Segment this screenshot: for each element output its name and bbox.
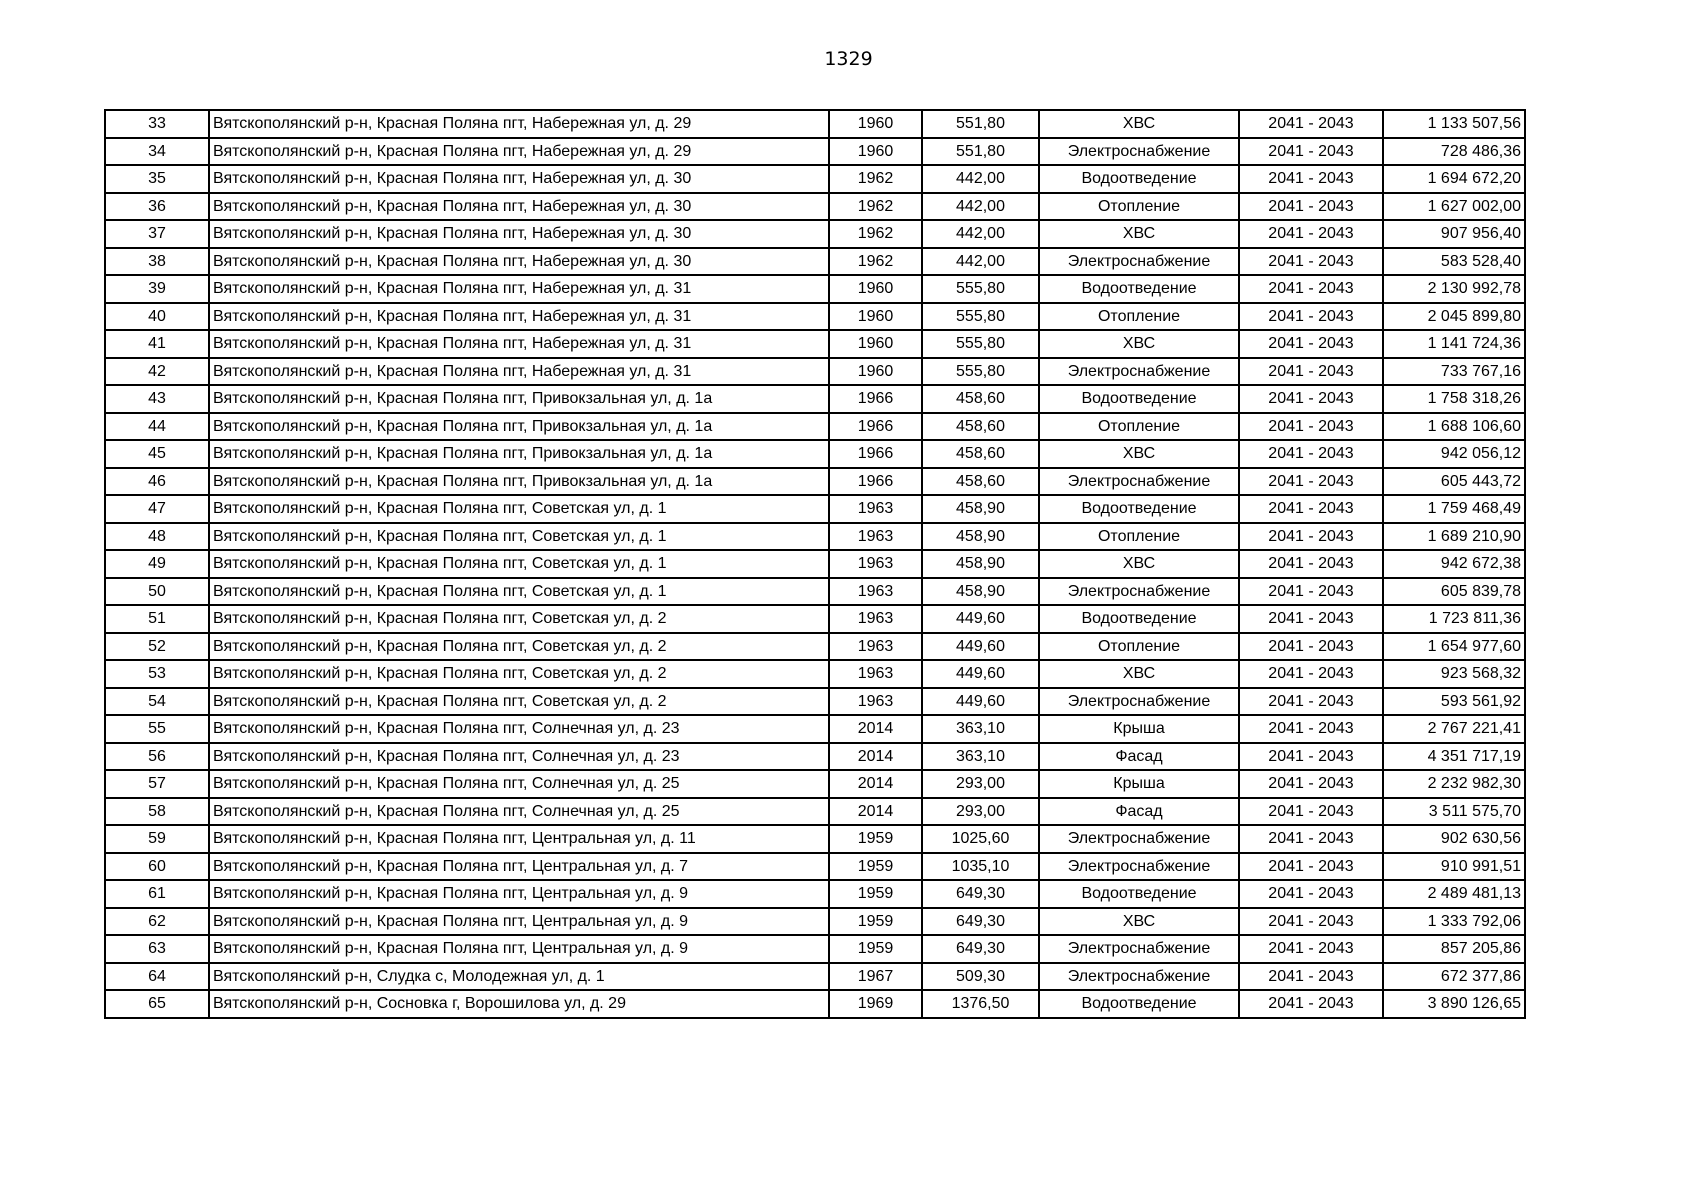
work-type-cell: Электроснабжение [1039,248,1239,276]
table-row [105,798,1525,826]
cost-cell: 1 689 210,90 [1383,523,1525,551]
year-cell: 1962 [829,165,922,193]
area-cell: 293,00 [922,770,1039,798]
period-cell: 2041 - 2043 [1239,303,1383,331]
cost-cell: 910 991,51 [1383,853,1525,881]
year-cell: 1960 [829,330,922,358]
cost-cell: 1 758 318,26 [1383,385,1525,413]
address-cell: Вятскополянский р-н, Красная Поляна пгт, Советская ул, д. 1 [209,523,829,551]
period-cell: 2041 - 2043 [1239,110,1383,138]
work-type-cell: Водоотведение [1039,165,1239,193]
cost-cell: 902 630,56 [1383,825,1525,853]
cost-cell: 1 627 002,00 [1383,193,1525,221]
cost-cell: 1 688 106,60 [1383,413,1525,441]
area-cell: 442,00 [922,220,1039,248]
period-cell: 2041 - 2043 [1239,963,1383,991]
address-cell: Вятскополянский р-н, Красная Поляна пгт, Набережная ул, д. 31 [209,275,829,303]
year-cell: 2014 [829,798,922,826]
row-number-cell: 47 [105,495,209,523]
period-cell: 2041 - 2043 [1239,220,1383,248]
work-type-cell: Отопление [1039,303,1239,331]
year-cell: 1963 [829,550,922,578]
work-type-cell: Электроснабжение [1039,138,1239,166]
address-cell: Вятскополянский р-н, Красная Поляна пгт, Набережная ул, д. 31 [209,303,829,331]
work-type-cell: ХВС [1039,220,1239,248]
area-cell: 1035,10 [922,853,1039,881]
address-cell: Вятскополянский р-н, Красная Поляна пгт, Центральная ул, д. 9 [209,908,829,936]
address-cell: Вятскополянский р-н, Красная Поляна пгт, Советская ул, д. 1 [209,495,829,523]
cost-cell: 1 694 672,20 [1383,165,1525,193]
year-cell: 1959 [829,908,922,936]
cost-cell: 1 141 724,36 [1383,330,1525,358]
table-row [105,935,1525,963]
work-type-cell: Водоотведение [1039,990,1239,1018]
row-number-cell: 48 [105,523,209,551]
row-number-cell: 40 [105,303,209,331]
row-number-cell: 37 [105,220,209,248]
area-cell: 555,80 [922,358,1039,386]
work-type-cell: Крыша [1039,715,1239,743]
area-cell: 363,10 [922,743,1039,771]
table-row [105,165,1525,193]
address-cell: Вятскополянский р-н, Красная Поляна пгт, Центральная ул, д. 9 [209,935,829,963]
table-row [105,990,1525,1018]
year-cell: 1963 [829,605,922,633]
cost-cell: 672 377,86 [1383,963,1525,991]
area-cell: 458,60 [922,413,1039,441]
year-cell: 2014 [829,715,922,743]
row-number-cell: 38 [105,248,209,276]
year-cell: 2014 [829,770,922,798]
year-cell: 1960 [829,138,922,166]
area-cell: 449,60 [922,688,1039,716]
address-cell: Вятскополянский р-н, Красная Поляна пгт, Набережная ул, д. 31 [209,358,829,386]
year-cell: 1966 [829,413,922,441]
row-number-cell: 35 [105,165,209,193]
row-number-cell: 56 [105,743,209,771]
period-cell: 2041 - 2043 [1239,660,1383,688]
area-cell: 458,60 [922,440,1039,468]
year-cell: 1962 [829,193,922,221]
area-cell: 458,90 [922,578,1039,606]
address-cell: Вятскополянский р-н, Красная Поляна пгт, Центральная ул, д. 9 [209,880,829,908]
period-cell: 2041 - 2043 [1239,330,1383,358]
address-cell: Вятскополянский р-н, Красная Поляна пгт, Привокзальная ул, д. 1а [209,413,829,441]
address-cell: Вятскополянский р-н, Красная Поляна пгт, Набережная ул, д. 29 [209,138,829,166]
area-cell: 649,30 [922,935,1039,963]
cost-cell: 4 351 717,19 [1383,743,1525,771]
table-row [105,908,1525,936]
area-cell: 449,60 [922,660,1039,688]
period-cell: 2041 - 2043 [1239,468,1383,496]
row-number-cell: 39 [105,275,209,303]
area-cell: 555,80 [922,330,1039,358]
year-cell: 1960 [829,275,922,303]
work-type-cell: Крыша [1039,770,1239,798]
work-type-cell: Водоотведение [1039,880,1239,908]
row-number-cell: 63 [105,935,209,963]
table-row [105,605,1525,633]
page-number: 1329 [824,48,873,70]
row-number-cell: 61 [105,880,209,908]
cost-cell: 942 056,12 [1383,440,1525,468]
cost-cell: 907 956,40 [1383,220,1525,248]
period-cell: 2041 - 2043 [1239,908,1383,936]
work-type-cell: Электроснабжение [1039,853,1239,881]
row-number-cell: 52 [105,633,209,661]
period-cell: 2041 - 2043 [1239,633,1383,661]
table-row [105,303,1525,331]
address-cell: Вятскополянский р-н, Красная Поляна пгт, Центральная ул, д. 7 [209,853,829,881]
area-cell: 442,00 [922,248,1039,276]
table-row [105,825,1525,853]
row-number-cell: 55 [105,715,209,743]
work-type-cell: Электроснабжение [1039,578,1239,606]
area-cell: 555,80 [922,303,1039,331]
cost-cell: 923 568,32 [1383,660,1525,688]
row-number-cell: 60 [105,853,209,881]
period-cell: 2041 - 2043 [1239,358,1383,386]
area-cell: 649,30 [922,880,1039,908]
work-type-cell: Электроснабжение [1039,935,1239,963]
cost-cell: 2 489 481,13 [1383,880,1525,908]
area-cell: 458,60 [922,468,1039,496]
year-cell: 1960 [829,303,922,331]
area-cell: 1025,60 [922,825,1039,853]
work-type-cell: Отопление [1039,633,1239,661]
work-type-cell: Отопление [1039,193,1239,221]
row-number-cell: 49 [105,550,209,578]
period-cell: 2041 - 2043 [1239,138,1383,166]
row-number-cell: 57 [105,770,209,798]
row-number-cell: 53 [105,660,209,688]
row-number-cell: 65 [105,990,209,1018]
period-cell: 2041 - 2043 [1239,935,1383,963]
address-cell: Вятскополянский р-н, Красная Поляна пгт, Набережная ул, д. 31 [209,330,829,358]
table-row [105,715,1525,743]
year-cell: 1963 [829,495,922,523]
cost-cell: 2 767 221,41 [1383,715,1525,743]
period-cell: 2041 - 2043 [1239,743,1383,771]
cost-cell: 593 561,92 [1383,688,1525,716]
address-cell: Вятскополянский р-н, Красная Поляна пгт, Солнечная ул, д. 23 [209,715,829,743]
row-number-cell: 64 [105,963,209,991]
year-cell: 1966 [829,468,922,496]
address-cell: Вятскополянский р-н, Красная Поляна пгт, Набережная ул, д. 30 [209,193,829,221]
work-type-cell: ХВС [1039,440,1239,468]
area-cell: 442,00 [922,165,1039,193]
period-cell: 2041 - 2043 [1239,578,1383,606]
period-cell: 2041 - 2043 [1239,523,1383,551]
period-cell: 2041 - 2043 [1239,193,1383,221]
row-number-cell: 33 [105,110,209,138]
row-number-cell: 46 [105,468,209,496]
address-cell: Вятскополянский р-н, Красная Поляна пгт, Набережная ул, д. 30 [209,248,829,276]
period-cell: 2041 - 2043 [1239,385,1383,413]
period-cell: 2041 - 2043 [1239,248,1383,276]
work-type-cell: Электроснабжение [1039,825,1239,853]
cost-cell: 733 767,16 [1383,358,1525,386]
area-cell: 458,60 [922,385,1039,413]
table-row [105,963,1525,991]
row-number-cell: 41 [105,330,209,358]
table-row [105,468,1525,496]
work-type-cell: Водоотведение [1039,385,1239,413]
cost-cell: 583 528,40 [1383,248,1525,276]
row-number-cell: 58 [105,798,209,826]
work-type-cell: Водоотведение [1039,495,1239,523]
area-cell: 649,30 [922,908,1039,936]
address-cell: Вятскополянский р-н, Сосновка г, Ворошилова ул, д. 29 [209,990,829,1018]
row-number-cell: 42 [105,358,209,386]
area-cell: 509,30 [922,963,1039,991]
table-row [105,220,1525,248]
repair-schedule-table [104,109,1526,1019]
table-row [105,853,1525,881]
year-cell: 1967 [829,963,922,991]
period-cell: 2041 - 2043 [1239,825,1383,853]
row-number-cell: 51 [105,605,209,633]
work-type-cell: Электроснабжение [1039,963,1239,991]
year-cell: 1959 [829,825,922,853]
address-cell: Вятскополянский р-н, Красная Поляна пгт, Советская ул, д. 2 [209,605,829,633]
work-type-cell: Фасад [1039,798,1239,826]
area-cell: 555,80 [922,275,1039,303]
table-row [105,330,1525,358]
work-type-cell: ХВС [1039,330,1239,358]
table-row [105,385,1525,413]
row-number-cell: 50 [105,578,209,606]
table-row [105,523,1525,551]
period-cell: 2041 - 2043 [1239,605,1383,633]
area-cell: 363,10 [922,715,1039,743]
work-type-cell: Электроснабжение [1039,688,1239,716]
year-cell: 1966 [829,385,922,413]
period-cell: 2041 - 2043 [1239,413,1383,441]
area-cell: 442,00 [922,193,1039,221]
work-type-cell: ХВС [1039,550,1239,578]
address-cell: Вятскополянский р-н, Красная Поляна пгт, Набережная ул, д. 29 [209,110,829,138]
cost-cell: 857 205,86 [1383,935,1525,963]
work-type-cell: Электроснабжение [1039,468,1239,496]
period-cell: 2041 - 2043 [1239,550,1383,578]
table-row [105,110,1525,138]
period-cell: 2041 - 2043 [1239,990,1383,1018]
table-row [105,550,1525,578]
table-row [105,578,1525,606]
year-cell: 1966 [829,440,922,468]
work-type-cell: Водоотведение [1039,275,1239,303]
area-cell: 551,80 [922,138,1039,166]
work-type-cell: ХВС [1039,908,1239,936]
year-cell: 1963 [829,688,922,716]
row-number-cell: 34 [105,138,209,166]
address-cell: Вятскополянский р-н, Красная Поляна пгт, Советская ул, д. 2 [209,660,829,688]
area-cell: 458,90 [922,495,1039,523]
table-row [105,413,1525,441]
cost-cell: 2 232 982,30 [1383,770,1525,798]
area-cell: 449,60 [922,605,1039,633]
address-cell: Вятскополянский р-н, Слудка с, Молодежная ул, д. 1 [209,963,829,991]
table-row [105,743,1525,771]
work-type-cell: ХВС [1039,660,1239,688]
year-cell: 1960 [829,358,922,386]
table-row [105,358,1525,386]
period-cell: 2041 - 2043 [1239,440,1383,468]
cost-cell: 1 723 811,36 [1383,605,1525,633]
year-cell: 1962 [829,248,922,276]
year-cell: 2014 [829,743,922,771]
year-cell: 1960 [829,110,922,138]
period-cell: 2041 - 2043 [1239,688,1383,716]
year-cell: 1963 [829,660,922,688]
table-row [105,440,1525,468]
table-row [105,248,1525,276]
cost-cell: 3 511 575,70 [1383,798,1525,826]
year-cell: 1969 [829,990,922,1018]
address-cell: Вятскополянский р-н, Красная Поляна пгт, Советская ул, д. 1 [209,550,829,578]
cost-cell: 728 486,36 [1383,138,1525,166]
work-type-cell: Отопление [1039,523,1239,551]
row-number-cell: 44 [105,413,209,441]
address-cell: Вятскополянский р-н, Красная Поляна пгт, Солнечная ул, д. 25 [209,798,829,826]
cost-cell: 605 443,72 [1383,468,1525,496]
year-cell: 1963 [829,633,922,661]
work-type-cell: Отопление [1039,413,1239,441]
cost-cell: 1 654 977,60 [1383,633,1525,661]
address-cell: Вятскополянский р-н, Красная Поляна пгт, Привокзальная ул, д. 1а [209,468,829,496]
year-cell: 1959 [829,853,922,881]
address-cell: Вятскополянский р-н, Красная Поляна пгт, Привокзальная ул, д. 1а [209,385,829,413]
year-cell: 1959 [829,935,922,963]
year-cell: 1963 [829,578,922,606]
period-cell: 2041 - 2043 [1239,853,1383,881]
table-row [105,688,1525,716]
address-cell: Вятскополянский р-н, Красная Поляна пгт, Центральная ул, д. 11 [209,825,829,853]
work-type-cell: ХВС [1039,110,1239,138]
area-cell: 1376,50 [922,990,1039,1018]
period-cell: 2041 - 2043 [1239,495,1383,523]
address-cell: Вятскополянский р-н, Красная Поляна пгт, Солнечная ул, д. 23 [209,743,829,771]
period-cell: 2041 - 2043 [1239,880,1383,908]
cost-cell: 1 759 468,49 [1383,495,1525,523]
cost-cell: 2 045 899,80 [1383,303,1525,331]
area-cell: 293,00 [922,798,1039,826]
address-cell: Вятскополянский р-н, Красная Поляна пгт, Советская ул, д. 2 [209,633,829,661]
period-cell: 2041 - 2043 [1239,275,1383,303]
table-row [105,138,1525,166]
work-type-cell: Фасад [1039,743,1239,771]
address-cell: Вятскополянский р-н, Красная Поляна пгт, Советская ул, д. 1 [209,578,829,606]
table-row [105,495,1525,523]
period-cell: 2041 - 2043 [1239,165,1383,193]
address-cell: Вятскополянский р-н, Красная Поляна пгт, Привокзальная ул, д. 1а [209,440,829,468]
row-number-cell: 59 [105,825,209,853]
work-type-cell: Электроснабжение [1039,358,1239,386]
year-cell: 1962 [829,220,922,248]
period-cell: 2041 - 2043 [1239,770,1383,798]
address-cell: Вятскополянский р-н, Красная Поляна пгт, Набережная ул, д. 30 [209,220,829,248]
address-cell: Вятскополянский р-н, Красная Поляна пгт, Набережная ул, д. 30 [209,165,829,193]
row-number-cell: 43 [105,385,209,413]
table-row [105,880,1525,908]
row-number-cell: 62 [105,908,209,936]
period-cell: 2041 - 2043 [1239,715,1383,743]
cost-cell: 605 839,78 [1383,578,1525,606]
area-cell: 458,90 [922,550,1039,578]
table-row [105,193,1525,221]
row-number-cell: 45 [105,440,209,468]
cost-cell: 1 133 507,56 [1383,110,1525,138]
work-type-cell: Водоотведение [1039,605,1239,633]
cost-cell: 3 890 126,65 [1383,990,1525,1018]
area-cell: 458,90 [922,523,1039,551]
table-row [105,660,1525,688]
cost-cell: 1 333 792,06 [1383,908,1525,936]
address-cell: Вятскополянский р-н, Красная Поляна пгт, Солнечная ул, д. 25 [209,770,829,798]
row-number-cell: 36 [105,193,209,221]
table-row [105,275,1525,303]
area-cell: 449,60 [922,633,1039,661]
table-row [105,633,1525,661]
address-cell: Вятскополянский р-н, Красная Поляна пгт, Советская ул, д. 2 [209,688,829,716]
cost-cell: 942 672,38 [1383,550,1525,578]
table-row [105,770,1525,798]
year-cell: 1963 [829,523,922,551]
year-cell: 1959 [829,880,922,908]
area-cell: 551,80 [922,110,1039,138]
row-number-cell: 54 [105,688,209,716]
period-cell: 2041 - 2043 [1239,798,1383,826]
cost-cell: 2 130 992,78 [1383,275,1525,303]
